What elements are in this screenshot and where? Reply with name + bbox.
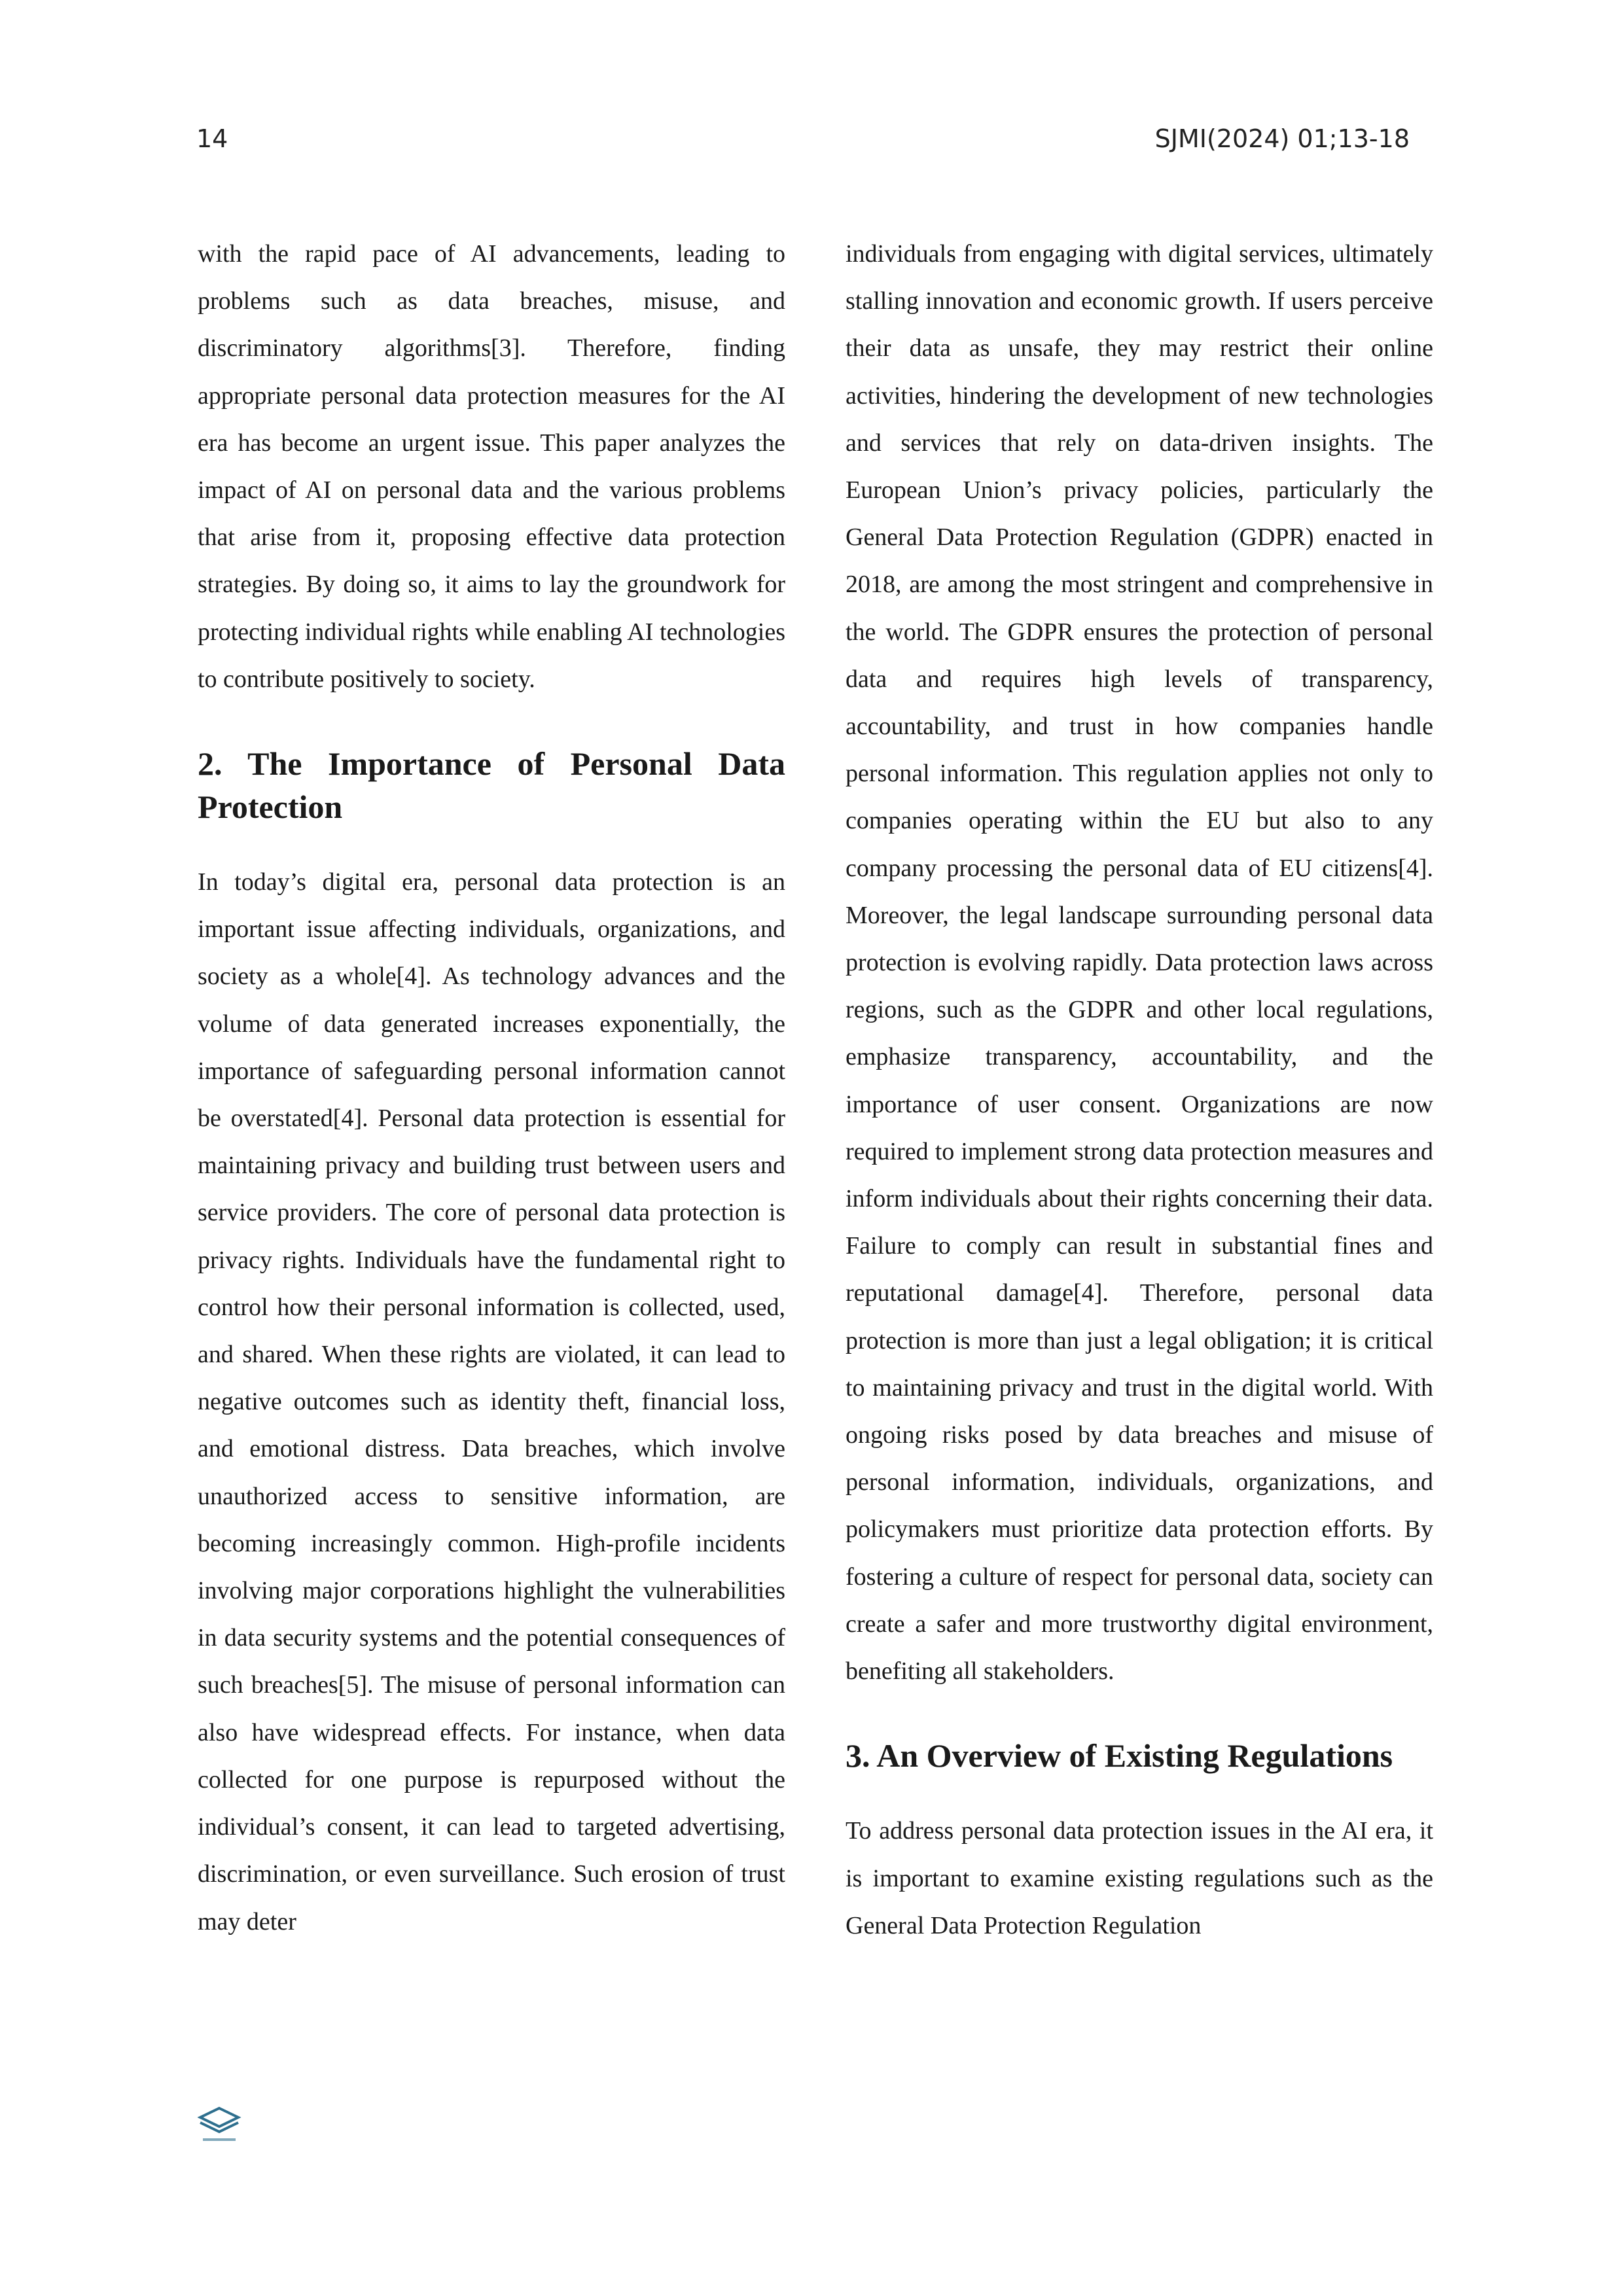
- section-3-heading: 3. An Overview of Existing Regulations: [846, 1737, 1393, 1775]
- section-3-paragraph: To address personal data protection issues in the AI era, it is important to examine existing regulations such as the General Data Protection Regulation: [846, 1817, 1433, 1939]
- section-2-paragraph: In today’s digital era, personal data protection is an important issue affecting individuals, organizations, and society as a whole[4]. As technology advances and the volume of data generated increases exponentially, the importance of safeguarding personal information cannot be overstated[4]. Personal data protection is essential for maintaining privacy and building trust between users and service providers. The core of personal data protection is privacy rights. Individuals have the fundamental right to control how their personal information is collected, used, and shared. When these rights are violated, it can lead to negative outcomes such as identity theft, financial loss, and emotional distress. Data breaches, which involve unauthorized access to sensitive information, are becoming increasingly common. High-profile incidents involving major corporations highlight the vulnerabilities in data security systems and the potential consequences of such breaches[5]. The misuse of personal information can also have widespread effects. For instance, when data collected for one purpose is repurposed without the individual’s consent, it can lead to targeted advertising, discrimination, or even surveillance. Such erosion of trust may deter: [198, 868, 785, 1935]
- intro-paragraph-continued: with the rapid pace of AI advancements, leading to problems such as data breaches, misuse, and discriminatory algorithms[3]. Therefore, finding appropriate personal data protection measures for the AI era has become an urgent issue. This paper analyzes the impact of AI on personal data and the various problems that arise from it, proposing effective data protection strategies. By doing so, it aims to lay the groundwork for protecting individual rights while enabling AI technologies to contribute positively to society.: [198, 240, 785, 693]
- publisher-logo-icon: [196, 2106, 242, 2144]
- journal-reference: SJMI(2024) 01;13-18: [1154, 124, 1410, 153]
- right-column: [846, 230, 1433, 1949]
- section-2-paragraph-continued: individuals from engaging with digital services, ultimately stalling innovation and economic growth. If users perceive their data as unsafe, they may restrict their online activities, hindering the development of new technologies and services that rely on data-driven insights. The European Union’s privacy policies, particularly the General Data Protection Regulation (GDPR) enacted in 2018, are among the most stringent and comprehensive in the world. The GDPR ensures the protection of personal data and requires high levels of transparency, accountability, and trust in how companies handle personal information. This regulation applies not only to companies operating within the EU but also to any company processing the personal data of EU citizens[4]. Moreover, the legal landscape surrounding personal data protection is evolving rapidly. Data protection laws across regions, such as the GDPR and other local regulations, emphasize transparency, accountability, and the importance of user consent. Organizations are now required to implement strong data protection measures and inform individuals about their rights concerning their data. Failure to comply can result in substantial fines and reputational damage[4]. Therefore, personal data protection is more than just a legal obligation; it is critical to maintaining privacy and trust in the digital world. With ongoing risks posed by data breaches and misuse of personal information, individuals, organizations, and policymakers must prioritize data protection efforts. By fostering a culture of respect for personal data, society can create a safer and more trustworthy digital environment, benefiting all stakeholders.: [846, 240, 1433, 1686]
- left-column: [198, 230, 785, 1945]
- page-number: 14: [196, 124, 228, 153]
- section-2-heading: 2. The Importance of Personal Data Protection: [198, 745, 785, 826]
- page-header: [196, 124, 1410, 164]
